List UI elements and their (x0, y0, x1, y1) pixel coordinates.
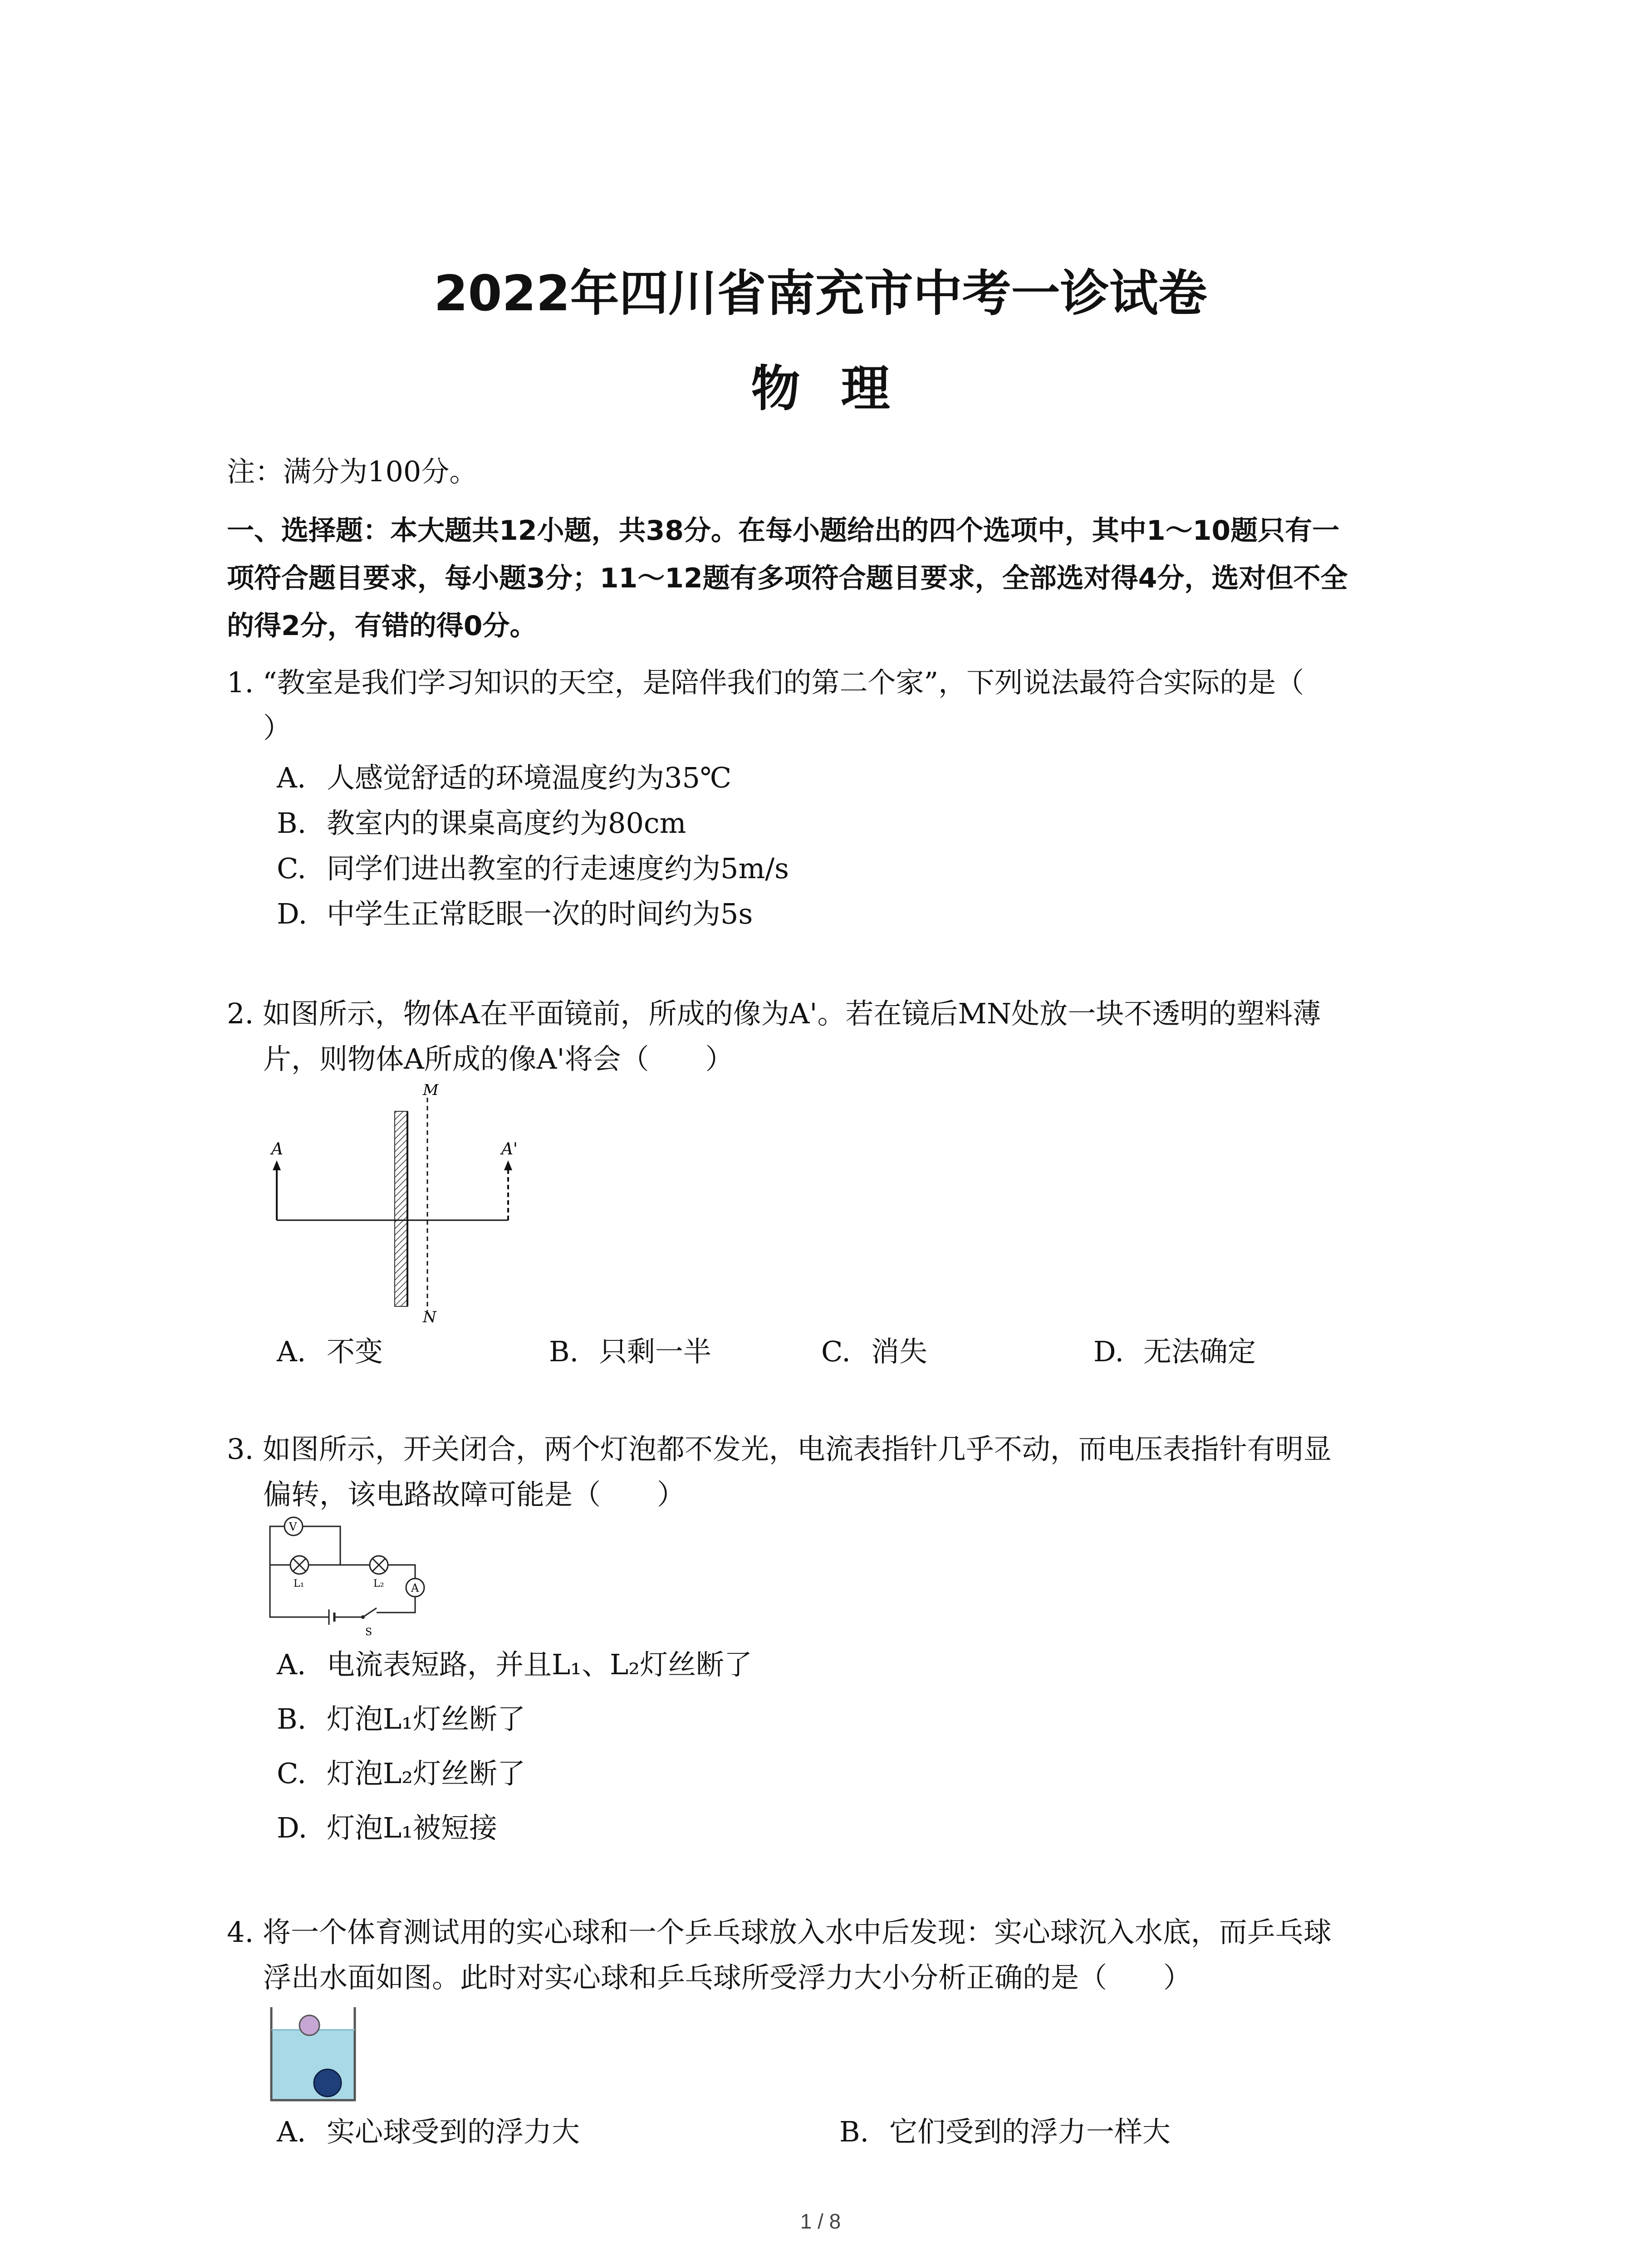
q3-option-a[interactable]: A. 电流表短路，并且L₁、L₂灯丝断了 (277, 1648, 753, 1681)
q3-circuit-figure (265, 1515, 438, 1637)
section-heading-line-1: 一、选择题：本大题共12小题，共38分。在每小题给出的四个选项中，其中1～10题只有一 (227, 515, 1340, 547)
svg-text:V: V (289, 1520, 297, 1533)
q3-stem-line-2: 偏转，该电路故障可能是（ ） (263, 1478, 686, 1511)
score-note: 注：满分为100分。 (227, 455, 478, 488)
q2-stem-line-1: 2. 如图所示，物体A在平面镜前，所成的像为A'。若在镜后MN处放一块不透明的塑料薄 (227, 997, 1321, 1030)
section-heading-line-3: 的得2分，有错的得0分。 (227, 610, 537, 642)
label-m: M (423, 1084, 439, 1099)
page-number: 1 / 8 (800, 2209, 841, 2233)
section-heading-line-2: 项符合题目要求，每小题3分；11～12题有多项符合题目要求，全部选对得4分，选对但不全 (227, 562, 1348, 594)
q2-option-a[interactable]: A. 不变 (277, 1335, 383, 1368)
q3-stem-line-1: 3. 如图所示，开关闭合，两个灯泡都不发光，电流表指针几乎不动，而电压表指针有明显 (227, 1432, 1332, 1466)
svg-text:S: S (365, 1627, 372, 1637)
q3-option-b[interactable]: B. 灯泡L₁灯丝断了 (277, 1702, 526, 1735)
q2-plane-mirror-figure (263, 1084, 554, 1325)
exam-title: 2022年四川省南充市中考一诊试卷 (434, 265, 1207, 322)
exam-subject: 物理 (751, 361, 931, 417)
label-a-prime: A' (501, 1140, 518, 1158)
q1-stem-line-1: 1. “教室是我们学习知识的天空，是陪伴我们的第二个家”，下列说法最符合实际的是（ (227, 666, 1304, 699)
q1-option-a[interactable]: A. 人感觉舒适的环境温度约为35℃ (277, 761, 732, 794)
water (271, 2030, 355, 2100)
mirror-hatching (395, 1111, 407, 1306)
q4-stem-line-2: 浮出水面如图。此时对实心球和乒乓球所受浮力大小分析正确的是（ ） (263, 1961, 1192, 1994)
q1-option-b[interactable]: B. 教室内的课桌高度约为80cm (277, 807, 686, 840)
q3-option-d[interactable]: D. 灯泡L₁被短接 (277, 1811, 498, 1844)
ping-pong-ball (299, 2015, 319, 2035)
q2-option-b[interactable]: B. 只剩一半 (549, 1335, 712, 1368)
q4-stem-line-1: 4. 将一个体育测试用的实心球和一个乒乓球放入水中后发现：实心球沉入水底，而乒乓球 (227, 1916, 1332, 1949)
label-a: A (271, 1140, 283, 1158)
q1-option-c[interactable]: C. 同学们进出教室的行走速度约为5m/s (277, 852, 789, 885)
q2-option-c[interactable]: C. 消失 (821, 1335, 928, 1368)
q4-option-b[interactable]: B. 它们受到的浮力一样大 (839, 2115, 1171, 2148)
label-n: N (423, 1308, 436, 1325)
object-a-arrowhead (273, 1160, 281, 1170)
q4-option-a[interactable]: A. 实心球受到的浮力大 (277, 2115, 580, 2148)
q1-stem-line-2: ） (263, 711, 292, 744)
q2-stem-line-2: 片，则物体A所成的像A'将会（ ） (263, 1042, 734, 1075)
switch-blade (363, 1608, 377, 1617)
svg-text:A: A (411, 1582, 419, 1594)
svg-text:L₂: L₂ (373, 1578, 384, 1589)
q3-option-c[interactable]: C. 灯泡L₂灯丝断了 (277, 1757, 526, 1790)
solid-ball (314, 2069, 341, 2097)
q2-option-d[interactable]: D. 无法确定 (1093, 1335, 1256, 1368)
svg-text:L₁: L₁ (294, 1578, 304, 1589)
image-a-prime-arrowhead (504, 1160, 512, 1170)
q1-option-d[interactable]: D. 中学生正常眨眼一次的时间约为5s (277, 897, 753, 930)
q4-beaker-figure (268, 2005, 358, 2105)
